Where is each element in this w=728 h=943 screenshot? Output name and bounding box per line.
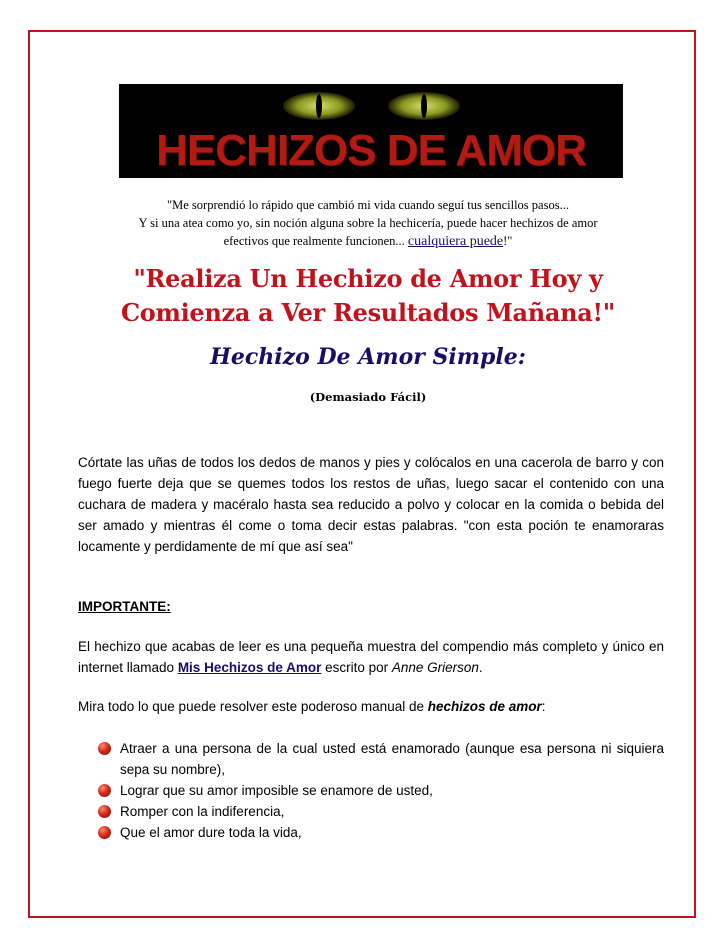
- headline-line-2: Comienza a Ver Resultados Mañana!": [120, 298, 615, 327]
- quote-line-1: "Me sorprendió lo rápido que cambió mi vida cuando seguí tus sencillos pasos...: [167, 198, 569, 212]
- list-item: [98, 738, 664, 780]
- manual-intro: [78, 696, 664, 717]
- spell-title: Hechizo De Amor Simple:: [210, 344, 526, 370]
- quote-line-3-text: efectivos que realmente funcionen...: [223, 234, 405, 248]
- manual-intro-emphasis: hechizos de amor: [427, 699, 542, 714]
- list-item-text: Lograr que su amor imposible se enamore de usted,: [120, 783, 433, 798]
- promo-paragraph: [78, 636, 664, 678]
- bullet-icon: [98, 805, 111, 818]
- manual-intro-end: :: [541, 699, 546, 714]
- list-item-text: Atraer a una persona de la cual usted está enamorado (aunque esa persona ni siquiera sepa su nombre),: [120, 741, 664, 777]
- list-item: [98, 822, 664, 843]
- quote-emphasis: [408, 234, 503, 249]
- quote-line-2: Y si una atea como yo, sin noción alguna sobre la hechicería, puede hacer hechizos de amor: [138, 216, 598, 230]
- bullet-icon: [98, 784, 111, 797]
- manual-intro-text: Mira todo lo que puede resolver este poderoso manual de: [78, 699, 428, 714]
- testimonial-quote: [78, 196, 658, 251]
- banner-title: HECHIZOS DE AMOR: [156, 126, 586, 175]
- list-item-text: Que el amor dure toda la vida,: [120, 825, 302, 840]
- bullet-icon: [98, 826, 111, 839]
- list-item: [98, 801, 664, 822]
- bullet-icon: [98, 742, 111, 755]
- promo-text-start: El hechizo que acabas de leer es una pequeña muestra del compendio más completo y único en internet llamado: [78, 639, 664, 675]
- list-item-text: Romper con la indiferencia,: [120, 804, 285, 819]
- quote-emphasis-text: cualquiera puede: [407, 234, 504, 249]
- main-headline: [78, 262, 658, 330]
- promo-text-end: .: [478, 660, 483, 675]
- benefits-list: [98, 738, 664, 843]
- quote-line-3: [78, 232, 658, 251]
- banner-logo: [119, 84, 623, 178]
- quote-line-3-end: !": [503, 234, 513, 248]
- important-label: IMPORTANTE:: [78, 599, 171, 614]
- promo-text-mid: escrito por: [321, 660, 392, 675]
- headline-line-1: "Realiza Un Hechizo de Amor Hoy y: [133, 264, 603, 293]
- author-name: Anne Grierson: [391, 660, 479, 675]
- list-item: [98, 780, 664, 801]
- difficulty-note: (Demasiado Fácil): [309, 390, 427, 404]
- spell-instructions: Córtate las uñas de todos los dedos de manos y pies y colócalos en una cacerola de barro y con fuego fuerte deja que se quemes todos los restos de uñas, luego sacar el contenido con una cuchara de madera y macéralo hasta sea reducido a polvo y colocar en la comida o bebida del ser amado y mientras él come o toma decir estas palabras. "con esta poción te enamoraras locamente y perdidamente de mí que así sea": [78, 455, 664, 554]
- mis-hechizos-link[interactable]: Mis Hechizos de Amor: [177, 660, 322, 675]
